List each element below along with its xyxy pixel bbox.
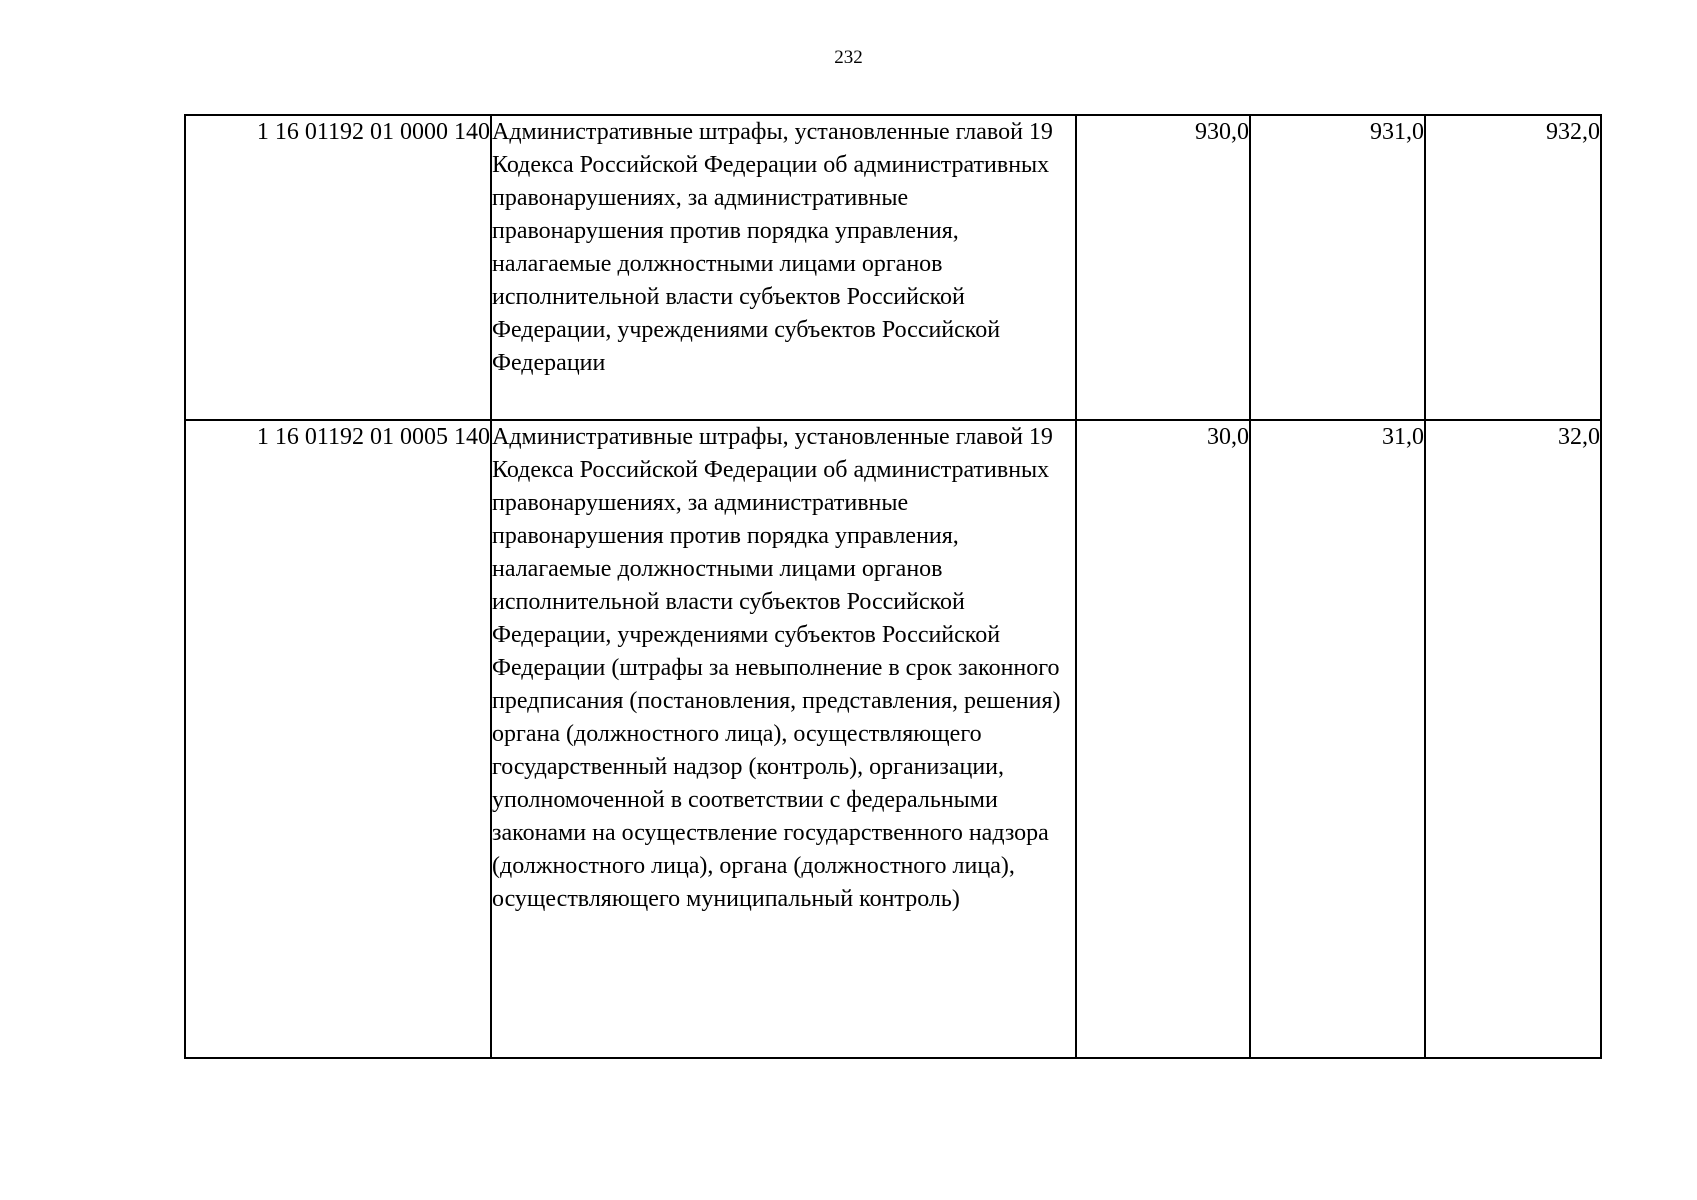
amount-year-2-cell bbox=[1250, 420, 1425, 1058]
amount-year-2: 931,0 bbox=[1370, 119, 1424, 145]
revenue-description: Административные штрафы, установленные главой 19 Кодекса Российской Федерации об административных правонарушениях, за административные правонарушения против порядка управления, налагаемые должностными лицами органов исполнительной власти субъектов Российской Федерации, учреждениями субъектов Российской Федерации bbox=[492, 119, 1053, 376]
budget-classification-code: 1 16 01192 01 0000 140 bbox=[256, 119, 490, 145]
amount-year-3: 932,0 bbox=[1546, 119, 1600, 145]
table-row bbox=[185, 115, 1601, 420]
table-row bbox=[185, 420, 1601, 1058]
revenue-description: Административные штрафы, установленные главой 19 Кодекса Российской Федерации об административных правонарушениях, за административные правонарушения против порядка управления, налагаемые должностными лицами органов исполнительной власти субъектов Российской Федерации, учреждениями субъектов Российской Федерации (штрафы за невыполнение в срок законного предписания (постановления, представления, решения) органа (должностного лица), осуществляющего государственный надзор (контроль), организации, уполномоченной в соответствии с федеральными законами на осуществление государственного надзора (должностного лица), органа (должностного лица), осуществляющего муниципальный контроль) bbox=[492, 424, 1061, 912]
budget-classification-code: 1 16 01192 01 0005 140 bbox=[256, 424, 490, 450]
amount-year-1-cell bbox=[1076, 115, 1250, 420]
amount-year-3-cell bbox=[1425, 420, 1601, 1058]
amount-year-3-cell bbox=[1425, 115, 1601, 420]
revenue-description-cell bbox=[491, 115, 1076, 420]
amount-year-1-cell bbox=[1076, 420, 1250, 1058]
amount-year-2: 31,0 bbox=[1382, 424, 1424, 450]
budget-classification-code-cell bbox=[185, 420, 491, 1058]
budget-revenue-table bbox=[184, 114, 1602, 1059]
revenue-description-cell bbox=[491, 420, 1076, 1058]
budget-classification-code-cell bbox=[185, 115, 491, 420]
amount-year-1: 30,0 bbox=[1207, 424, 1249, 450]
amount-year-3: 32,0 bbox=[1558, 424, 1600, 450]
amount-year-2-cell bbox=[1250, 115, 1425, 420]
amount-year-1: 930,0 bbox=[1195, 119, 1249, 145]
page-number: 232 bbox=[834, 47, 863, 68]
